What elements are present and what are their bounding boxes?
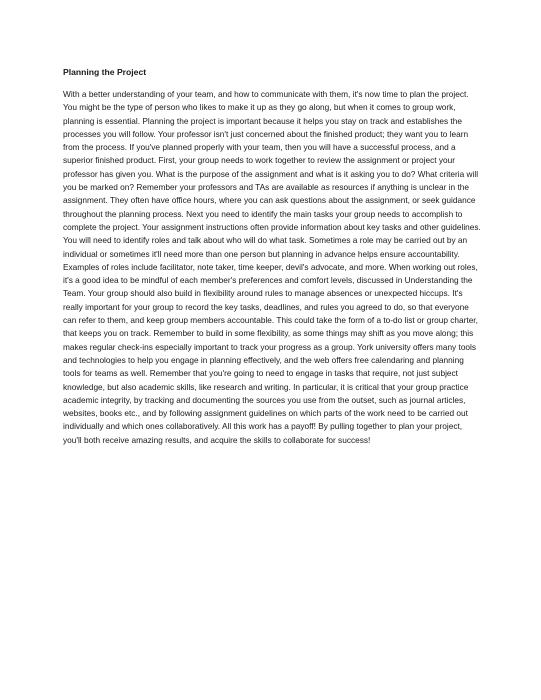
document-content <box>63 66 483 447</box>
page-title: Planning the Project <box>63 67 147 77</box>
body-paragraph: With a better understanding of your team, and how to communicate with them, it's now time to plan the project. You might be the type of person who likes to make it up as they go along, but when it comes to group work, planning is essential. Planning the project is important because it helps you stay on track and establishes the processes you will follow. Your professor isn't just concerned about the finished product; they want you to learn from the process. If you've planned properly with your team, then you will have a successful process, and a superior finished product. First, your group needs to work together to review the assignment or project your professor has given you. What is the purpose of the assignment and what is it asking you to do? What criteria will you be marked on? Remember your professors and TAs are available as resources if anything is unclear in the assignment. They often have office hours, where you can ask questions about the assignment, or seek guidance throughout the planning process. Next you need to identify the main tasks your group needs to accomplish to complete the project. Your assignment instructions often provide information about key tasks and other guidelines. You will need to identify roles and talk about who will do what task. Sometimes a role may be carried out by an individual or sometimes it'll need more than one person but planning in advance helps ensure accountability. Examples of roles include facilitator, note taker, time keeper, devil's advocate, and more. When working out roles, it's a good idea to be mindful of each member's preferences and comfort levels, discussed in Understanding the Team. Your group should also build in flexibility around rules to manage absences or unexpected hiccups. It's really important for your group to record the key tasks, deadlines, and rules you agreed to do, so that everyone can refer to them, and keep group members accountable. This could take the form of a to-do list or group charter, that keeps you on track. Remember to build in some flexibility, as some things may shift as you move along; this makes regular check-ins especially important to track your progress as a group. York university offers many tools and technologies to help you engage in planning effectively, and the web offers free calendaring and planning tools for teams as well. Remember that you're going to need to engage in tasks that require, not just subject knowledge, but also academic skills, like research and writing. In particular, it is critical that your group practice academic integrity, by tracking and documenting the sources you use from the outset, such as journal articles, websites, books etc., and by following assignment guidelines on which parts of the work need to be carried out individually and which ones collaboratively. All this work has a payoff! By pulling together to plan your project, you'll both receive amazing results, and acquire the skills to collaborate for success! <box>63 89 481 445</box>
